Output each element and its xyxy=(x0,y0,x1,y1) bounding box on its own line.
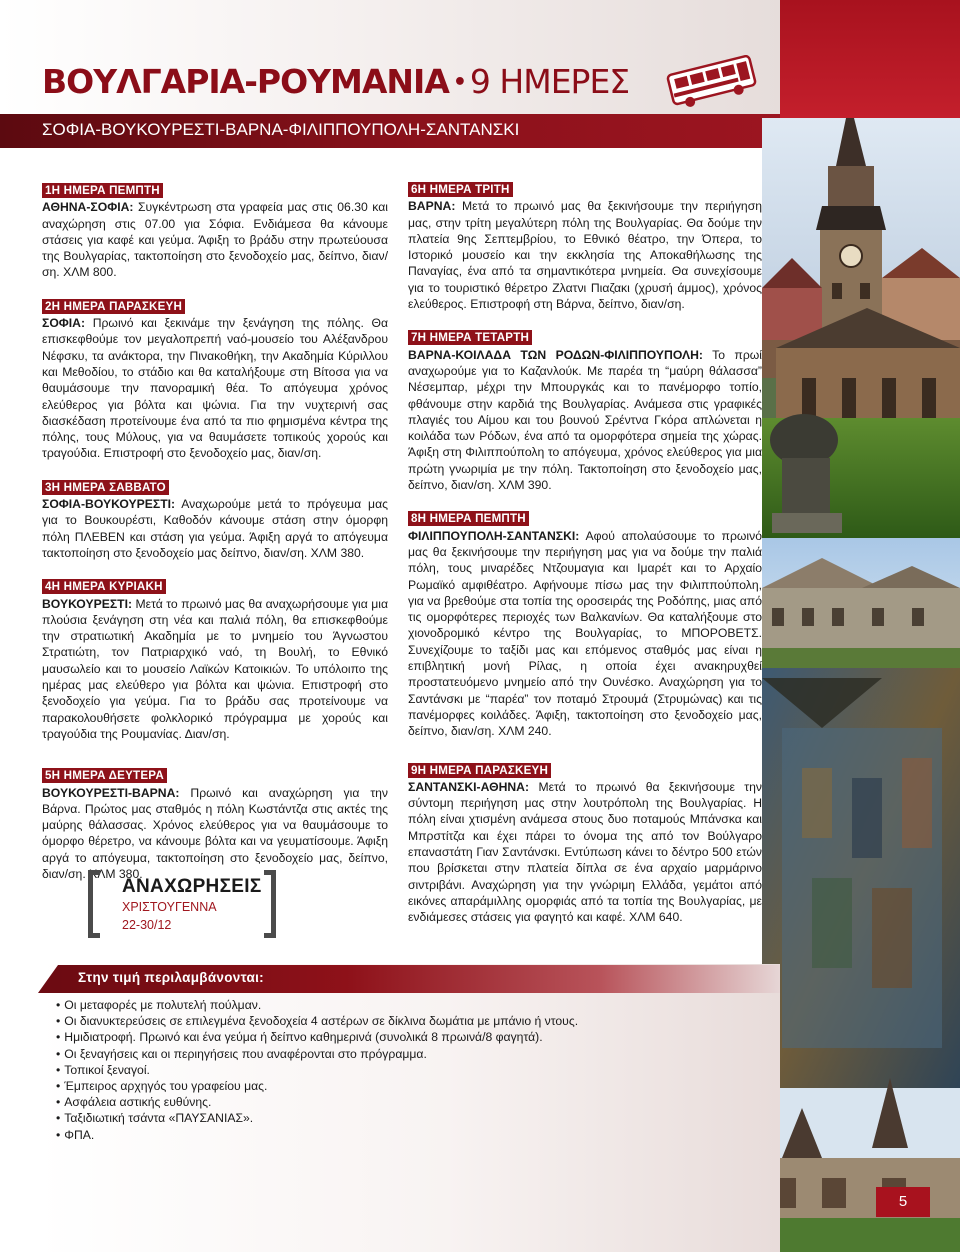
day-text xyxy=(42,315,388,462)
day-route: ΦΙΛΙΠΠΟΥΠΟΛΗ-ΣΑΝΤΑΝΣΚΙ: xyxy=(408,528,580,543)
photo-collage xyxy=(762,118,960,1252)
day-3 xyxy=(42,479,388,561)
day-6 xyxy=(408,181,762,312)
day-text xyxy=(408,528,762,740)
day-description: Αφού απολαύσουμε το πρωινό μας θα ξεκινήσουμε την περιήγηση μας για να δούμε την παλιά πόλη, τους μιναρέδες Ντζουμαγια και Ιμαρέτ και το Αρχαίο Ρωμαϊκό αμφιθέατρο. Αφήνουμε πίσω μας την Φιλιππούπολη, για να βρεθούμε στα τοπία της οροσειράς της Ροδόπης, μιας από τις ομορφότερες περιοχές των Βαλκανίων. Θα καταλήξουμε στο χιονοδρομικό κέντρο της Βουλγαρίας, το ΜΠΟΡΟΒΕΤΣ. Συνεχίζουμε το ταξίδι μας και επόμενος σταθμός μας είναι η επιβλητική μονή Ρίλας, η οποία έχει ανακηρυχθεί προστατευόμενο μνημείο από την Ουνέσκο. Αναχώρηση για το Σαντάνσκι με “παρέα” τον ποταμό Στρουμά (Στρυμώνας) και τις πανέμορφες κοιλάδες. Άφιξη, τακτοποίηση στο ξενοδοχείο μας, δείπνο, διαν/ση. ΧΛΜ 240. xyxy=(408,528,762,739)
departures-dates: 22-30/12 xyxy=(122,918,172,932)
list-item: • Οι μεταφορές με πολυτελή πούλμαν. xyxy=(56,997,578,1013)
day-label: 5Η ΗΜΕΡΑ ΔΕΥΤΕΡΑ xyxy=(42,768,167,783)
day-7 xyxy=(408,329,762,493)
day-route: ΑΘΗΝΑ-ΣΟΦΙΑ: xyxy=(42,200,134,215)
list-item: • Οι διανυκτερεύσεις σε επιλεγμένα ξενοδοχεία 4 αστέρων σε δίκλινα δωμάτια με μπάνιο ή ντους. xyxy=(56,1013,578,1029)
day-text xyxy=(408,347,762,494)
day-2 xyxy=(42,298,388,462)
price-includes-title: Στην τιμή περιλαμβάνονται: xyxy=(78,970,264,985)
day-text xyxy=(42,496,388,561)
collage-images xyxy=(762,118,960,1252)
page-subtitle: ΣΟΦΙΑ-ΒΟΥΚΟΥΡΕΣΤΙ-ΒΑΡΝΑ-ΦΙΛΙΠΠΟΥΠΟΛΗ-ΣΑΝΤΑΝΣΚΙ xyxy=(42,120,520,139)
list-item: • Ασφάλεια αστικής ευθύνης. xyxy=(56,1094,578,1110)
price-includes-list xyxy=(56,997,578,1143)
page-number: 5 xyxy=(876,1187,930,1217)
day-label: 7Η ΗΜΕΡΑ ΤΕΤΑΡΤΗ xyxy=(408,330,532,345)
list-item: • Τοπικοί ξεναγοί. xyxy=(56,1062,578,1078)
day-route: ΣΑΝΤΑΝΣΚΙ-ΑΘΗΝΑ: xyxy=(408,779,530,794)
title-separator: • xyxy=(452,70,466,95)
day-label: 3Η ΗΜΕΡΑ ΣΑΒΒΑΤΟ xyxy=(42,480,169,495)
right-bracket xyxy=(264,870,276,938)
itinerary-left-column xyxy=(42,182,388,899)
day-text xyxy=(42,785,388,883)
day-description: Πρωινό και ξεκινάμε την ξενάγηση της πόλης. Θα επισκεφθούμε τον μεγαλοπρεπή ναό-μουσείο του Αλέξανδρου Νέφσκυ, τα ανάκτορα, την Πινακοθήκη, την Ακαδημία Κύριλλου και Μεθοδίου, το στάδιο και θα καταλήξουμε στη Βίτοσα για να θαυμάσουμε την πανοραμική θέα. Το απόγευμα χρόνος ελεύθερος για βόλτα και ψώνια. Για την νυχτερινή σας διασκέδαση προτείνουμε ένα από τα πιο φημισμένα κέντρα της πόλης, τους Μύλους, για να θαυμάσετε τοπικούς χορούς και τραγούδια. Επιστροφή στο ξενοδοχείο μας, διαν/ση. xyxy=(42,316,389,461)
day-1 xyxy=(42,182,388,281)
day-label: 2Η ΗΜΕΡΑ ΠΑΡΑΣΚΕΥΗ xyxy=(42,299,185,314)
day-description: Μετά το πρωινό μας θα ξεκινήσουμε την περιήγηση μας, στην τρίτη μεγαλύτερη πόλη της Βουλγαρίας. Θα δούμε την πλατεία 9ης Σεπτεμβρίου, το Εθνικό θέατρο, την Όπερα, το Ιστορικό μουσείο και την εκκλησία της Αποκαθήλωσης της Παναγίας, ένα από τα σημαντικότερα μνημεία. Θα συνεχίσουμε για το τουριστικό θέρετρο Ζλατνι Πιαζακι (χρυσή άμμος), χρόνος ελεύθερος. Επιστροφή στη Βάρνα, δείπνο, διαν/ση. xyxy=(408,199,762,312)
day-route: ΒΑΡΝΑ-ΚΟΙΛΑΔΑ ΤΩΝ ΡΟΔΩΝ-ΦΙΛΙΠΠΟΥΠΟΛΗ: xyxy=(408,347,703,362)
left-bracket xyxy=(88,870,100,938)
departures-season: ΧΡΙΣΤΟΥΓΕΝΝΑ xyxy=(122,900,217,914)
day-route: ΒΟΥΚΟΥΡΕΣΤΙ: xyxy=(42,596,133,611)
day-text xyxy=(408,779,762,926)
list-item: • Έμπειρος αρχηγός του γραφείου μας. xyxy=(56,1078,578,1094)
itinerary-right-column xyxy=(408,181,762,942)
day-description: Μετά το πρωινό θα ξεκινήσουμε την σύντομη περιήγηση μας στην λουτρόπολη της Βουλγαρίας. Η πόλη είναι χτισμένη ανάμεσα στους δυο ποταμούς Μπάνσκα και Μπρστίτζα και έχει πάρει το όνομα της από τον Βούλγαρο επαναστάτη Γιαν Σαντάνσκι. Εντύπωση κάνει το δέντρο 500 ετών που βρίσκεται στην πλατεία δίπλα σε ένα αρχαίο μαρμάρινο σιντριβάνι. Αναχώρηση για την γνώριμη Ελλάδα, γεμάτοι από εικόνες απαράμιλλης ομορφιάς από τα τοπία της Βουλγαρίας, με ενδιάμεσες στάσεις για φαγητό και καφέ. ΧΛΜ 640. xyxy=(408,779,762,925)
day-route: ΒΟΥΚΟΥΡΕΣΤΙ-ΒΑΡΝΑ: xyxy=(42,785,180,800)
list-item: • Οι ξεναγήσεις και οι περιηγήσεις που αναφέρονται στο πρόγραμμα. xyxy=(56,1046,578,1062)
day-text xyxy=(42,199,388,280)
day-description: Πρωινό και αναχώρηση για την Βάρνα. Πρώτος μας σταθμός η πόλη Κωστάντζα στις ακτές της μαύρης θάλασσας. Χρόνος ελεύθερος για να θαυμάσουμε το όμορφο θέρετρο, να κάνουμε βόλτα και να γευματίσουμε. Άφιξη αργά το απόγευμα, τακτοποίηση στο ξενοδοχείο μας, δείπνο, διαν/ση. ΧΛΜ 380. xyxy=(42,785,389,881)
day-text xyxy=(42,596,388,743)
title-duration: 9 ΗΜΕΡΕΣ xyxy=(469,62,630,101)
day-label: 8Η ΗΜΕΡΑ ΠΕΜΠΤΗ xyxy=(408,511,529,526)
title-main: ΒΟΥΛΓΑΡΙΑ-ΡΟΥΜΑΝΙΑ xyxy=(42,62,449,101)
list-item: • Ταξιδιωτική τσάντα «ΠΑΥΣΑΝΙΑΣ». xyxy=(56,1110,578,1126)
day-label: 4Η ΗΜΕΡΑ ΚΥΡΙΑΚΗ xyxy=(42,579,166,594)
price-includes-box xyxy=(38,964,780,1252)
day-route: ΒΑΡΝΑ: xyxy=(408,199,456,214)
bus-icon xyxy=(664,55,760,109)
day-4 xyxy=(42,578,388,742)
day-route: ΣΟΦΙΑ: xyxy=(42,316,86,331)
day-route: ΣΟΦΙΑ-ΒΟΥΚΟΥΡΕΣΤΙ: xyxy=(42,497,176,512)
day-9 xyxy=(408,762,762,926)
list-item: • Ημιδιατροφή. Πρωινό και ένα γεύμα ή δείπνο καθημερινά (συνολικά 8 πρωινά/8 φαγητά). xyxy=(56,1029,578,1045)
day-description: Το πρωί αναχωρούμε για το Καζανλούκ. Με παρέα τη “μαύρη θάλασσα” Νέσεμπαρ, μέχρι την Μπουργκάς και το πανέμορφο τοπίο, φθάνουμε στην καρδιά της Βουλγαρίας. Ανάμεσα στις γραφικές πλαγιές του Αίμου και του βουνού Σρέντνα Γκόρα απλώνεται η κοιλάδα των Ρόδων, ένα από τα ομορφότερα σημεία της χώρας. Άφιξη στη Φιλιππούπολη το απόγευμα, χρόνος ελεύθερος για μια πρώτη γνωριμία με την πόλη. Τακτοποίηση στο ξενοδοχείο μας, δείπνο, διαν/ση. ΧΛΜ 390. xyxy=(408,347,762,493)
header-corner xyxy=(38,965,58,993)
page-title xyxy=(42,62,629,101)
day-text xyxy=(408,198,762,312)
day-description: Συγκέντρωση στα γραφεία μας στις 06.30 και αναχώρηση στις 07.00 για Σόφια. Ενδιάμεσα θα κάνουμε στάσεις για καφέ και γεύμα. Άφιξη το βράδυ στην πρωτεύουσα της Βουλγαρίας, τακτοποίηση στο ξενοδοχείο μας, δείπνο, διαν/ση. ΧΛΜ 800. xyxy=(42,200,388,280)
day-8 xyxy=(408,510,762,739)
day-description: Μετά το πρωινό μας θα αναχωρήσουμε για μια πλούσια ξενάγηση στη νέα και παλιά πόλη, θα επισκεφθούμε την στρατιωτική Ακαδημία με το μνημείο του Άγνωστου Στρατιώτη, τον Πατριαρχικό ναό, τη Βουλή, το Εθνικό μαυσωλείο και το μουσείο Λαϊκών Κατοικιών. Το υπόλοιπο της ημέρας μας ελεύθερο για βόλτα και ψώνια. Επιστροφή στο ξενοδοχείο για γεύμα. Για το βράδυ σας προτείνουμε να παρακολουθήσετε φολκλορικό πρόγραμμα με χορούς και τραγούδια της Ρουμανίας. Διαν/ση. xyxy=(42,596,389,741)
day-label: 1Η ΗΜΕΡΑ ΠΕΜΠΤΗ xyxy=(42,183,163,198)
day-description: Αναχωρούμε μετά το πρόγευμα μας για το Βουκουρέστι, Καθοδόν κάνουμε στάση στην όμορφη πόλη ΠΛΕΒΕΝ και στάση για γεύμα. Άφιξη αργά το απόγευμα τακτοποίηση στο ξενοδοχείο μας δείπνο, διαν/ση. ΧΛΜ 380. xyxy=(42,497,388,560)
day-5 xyxy=(42,767,388,882)
list-item: • ΦΠΑ. xyxy=(56,1127,578,1143)
departures-title: ΑΝΑΧΩΡΗΣΕΙΣ xyxy=(122,876,262,897)
day-label: 9Η ΗΜΕΡΑ ΠΑΡΑΣΚΕΥΗ xyxy=(408,763,551,778)
day-label: 6Η ΗΜΕΡΑ ΤΡΙΤΗ xyxy=(408,182,513,197)
corner-red-band xyxy=(780,0,960,118)
departures-box xyxy=(88,870,288,940)
